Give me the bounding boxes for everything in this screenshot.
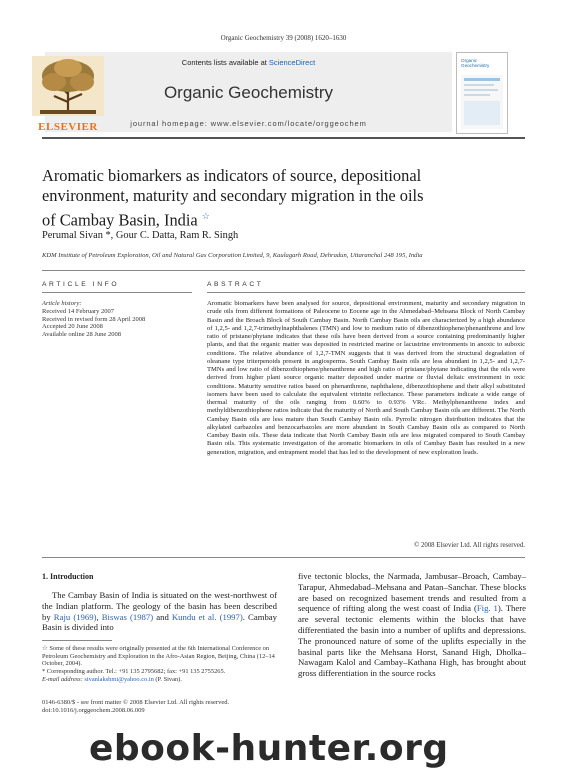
email-suffix: (P. Sivan). xyxy=(153,675,182,683)
abstract-body: Aromatic biomarkers have been analysed for source, depositional environment, maturity and secondary migration in crude oils from different formations of Paleocene to Eocene age in the Ahmedabad–Mehsana Block of North Cambay Basin and the Broach Block of South Cambay Basin. North Cambay Basin oils are characterized by a high abundance of 1,2,5- and 1,2,7-trimethylnaphthalenes (TMN) and low to medium ratio of dibenzothiophene/phenanthrene and low ratio of pristane/phytane indicates that these oils have been derived from a source containing predominantly higher plants, and that the organic matter was deposited in restricted marine or lacustrine environments in anoxic to suboxic conditions. The relative abundance of 1,2,7-TMN suggests that it was derived from the structural degradation of oleanane type triterpenoids present in angiosperms. South Cambay Basin oils are less abundant in 1,2,5- and 1,2,7-TMNs and low ratio of dibenzothiophene/phenanthrene and high ratio of pristane/phytane indicating that the oils were derived from higher plant source organic matter deposited under marine or fluvial deltaic environment in oxic conditions. Maturity sensitive ratios based on phenanthrene, naphthalene, dibenzothiophene and their alkyl substituted isomers have been used to calculate the equivalent vitrinite reflectance. These parameters indicate a wide range of thermal maturity of the oils ranging from 0.60% to 0.93% VRc. Methylphenanthrene index and methyldibenzothiophene ratios indicate that the maturity of North and South Cambay Basin oils are different. The North Cambay Basin oils are less mature than South Cambay Basin oils. Pyrrolic nitrogen distribution indicates that the alkylated carbazoles and benzocarbazoles are more abundant in South Cambay Basin oils as compared to North Cambay Basin oils. These data indicate that North Cambay Basin oils are less migrated compared to South Cambay Basin oils. This systematic investigation of the aromatic biomarkers in oils of Cambay Basin has resulted in a new generation, migration, and entrapment model that has led to the development of new exploration leads. xyxy=(207,300,525,456)
author-list: Perumal Sivan *, Gour C. Datta, Ram R. Singh xyxy=(42,230,239,241)
sciencedirect-link[interactable]: ScienceDirect xyxy=(268,58,316,67)
elsevier-tree-logo-icon xyxy=(24,52,112,132)
intro-col2-text-2: ). There are several tectonic elements within the blocks that have differentiated the basin into a number of uplifts and depressions. The pronounced nature of some of the uplifts especially in the basinal parts like the Mehsana Horst, Sanand High, Dholka–Nawagam Kalol and Cambay–Kathana High, has brought about gross differentiation in the source rocks xyxy=(298,603,526,679)
ref-kundu-link[interactable]: Kundu et al. (1997) xyxy=(171,611,243,622)
author-affiliation: KDM Institute of Petroleum Exploration, Oil and Natural Gas Corporation Limited, 9, Kaulagarh Road, Dehradun, Uttaranchal 248 195, India xyxy=(42,252,423,259)
journal-reference: Organic Geochemistry 39 (2008) 1620–1630 xyxy=(220,34,347,42)
journal-homepage-link[interactable]: journal homepage: www.elsevier.com/locate/orggeochem xyxy=(130,119,367,128)
article-info-heading: ARTICLE INFO xyxy=(42,281,120,288)
title-line-1: Aromatic biomarkers as indicators of source, depositional xyxy=(42,166,422,185)
online-date: Available online 28 June 2008 xyxy=(42,331,121,339)
issn-line: 0146-6380/$ - see front matter © 2008 Elsevier Ltd. All rights reserved. xyxy=(42,699,230,706)
article-history xyxy=(42,300,145,339)
history-label: Article history: xyxy=(42,300,82,307)
intro-col2-text-1: five tectonic blocks, the Narmada, Jambusar–Broach, Cambay–Tarapur, Ahmedabad–Mehsana and Patan–Sanchar. These blocks are based on recognized basement trends and resulted from a sequence of rifting along the west coast of India ( xyxy=(298,571,526,614)
intro-text-4: . Cambay Basin is divided into xyxy=(42,611,277,633)
footnotes xyxy=(42,645,277,684)
cover-title: Organic Geochemistry xyxy=(461,58,490,69)
footnote-rule xyxy=(42,640,112,641)
introduction-column-1 xyxy=(42,590,277,633)
elsevier-wordmark: ELSEVIER xyxy=(38,121,98,133)
corresponding-author-note: * Corresponding author. Tel.: +91 135 2795682; fax: +91 135 2755265. xyxy=(42,668,226,676)
abstract-rule xyxy=(207,292,525,293)
title-rule xyxy=(42,270,525,271)
abstract-heading: ABSTRACT xyxy=(207,281,264,288)
intro-text-2: , xyxy=(96,611,102,622)
journal-cover-thumbnail xyxy=(456,52,508,134)
intro-text-3: and xyxy=(153,611,172,622)
conference-footnote: ☆ Some of these results were originally presented at the 6th International Conference on Petroleum Geochemistry and Exploration in the Afro-Asian Region, Beijing, China (12–14 October, 2004). xyxy=(42,645,275,668)
revised-date: Received in revised form 28 April 2008 xyxy=(42,315,146,323)
copyright-notice: © 2008 Elsevier Ltd. All rights reserved. xyxy=(414,542,525,549)
author-email-link[interactable]: sivanlakshmi@yahoo.co.in xyxy=(84,675,154,683)
ref-raju-link[interactable]: Raju (1969) xyxy=(53,611,97,622)
received-date: Received 14 February 2007 xyxy=(42,307,115,315)
watermark-text: ebook-hunter.org xyxy=(89,728,449,769)
header-rule xyxy=(42,137,525,139)
introduction-heading: 1. Introduction xyxy=(42,572,94,581)
ref-biswas-link[interactable]: Biswas (1987) xyxy=(101,611,154,622)
email-label: E-mail address: xyxy=(42,675,85,683)
cover-pattern-icon xyxy=(461,75,503,129)
abstract-bottom-rule xyxy=(42,557,525,558)
title-footnote-mark[interactable]: ☆ xyxy=(201,211,210,221)
article-info-rule xyxy=(42,292,192,293)
title-line-2: environment, maturity and secondary migration in the oils xyxy=(42,186,424,205)
title-line-3: of Cambay Basin, India xyxy=(42,210,198,230)
journal-title: Organic Geochemistry xyxy=(163,83,334,102)
contents-prefix: Contents lists available at xyxy=(181,58,269,67)
watermark xyxy=(89,726,567,774)
introduction-column-2 xyxy=(298,571,526,679)
doi-line[interactable]: doi:10.1016/j.orggeochem.2008.06.009 xyxy=(42,707,145,714)
accepted-date: Accepted 20 June 2008 xyxy=(42,323,103,331)
intro-text-1: The Cambay Basin of India is situated on the west-northwest of the Indian platform. The geology of the basin has been described by xyxy=(42,590,277,622)
front-matter xyxy=(42,699,229,715)
fig1-link[interactable]: Fig. 1 xyxy=(476,603,498,614)
article-title xyxy=(42,166,502,230)
